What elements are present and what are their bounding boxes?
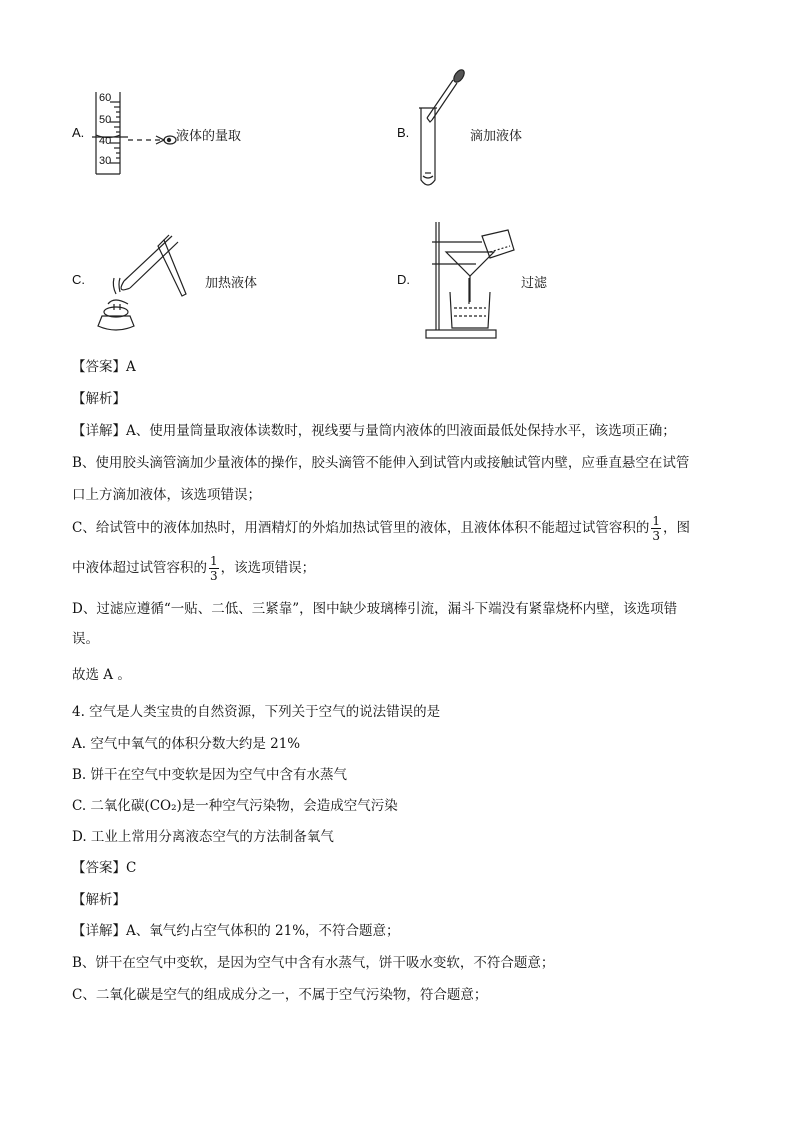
fraction-one-third [651, 514, 661, 543]
caption-a: 液体的量取 [176, 129, 242, 144]
caption-b: 滴加液体 [470, 129, 523, 144]
q4-analysis-heading: 【解析】 [72, 892, 126, 908]
q4-option-b: B. 饼干在空气中变软是因为空气中含有水蒸气 [72, 767, 348, 783]
heating-test-tube-figure [94, 226, 194, 336]
q4-detail-b: B、饼干在空气中变软，是因为空气中含有水蒸气，饼干吸水变软，不符合题意； [72, 955, 555, 971]
fraction-denominator: 3 [652, 529, 660, 543]
q4-option-c: C. 二氧化碳(CO₂)是一种空气污染物，会造成空气污染 [72, 798, 398, 814]
option-a-letter: A. [72, 125, 85, 140]
q3-answer: 【答案】A [72, 359, 136, 375]
option-b-letter: B. [397, 125, 410, 140]
q3-detail-c-text1-end: ，图 [662, 520, 690, 536]
tick-60: 60 [99, 92, 112, 104]
q4-detail-a: 【详解】A、氧气约占空气体积的 21%，不符合题意； [72, 923, 400, 939]
q3-detail-d-line2: 误。 [72, 631, 99, 647]
option-d-letter: D. [397, 272, 410, 287]
q3-detail-b-line1: B、使用胶头滴管滴加少量液体的操作，胶头滴管不能伸入到试管内或接触试管内壁，应垂直悬空在试管 [72, 455, 690, 471]
q3-detail-a: 【详解】A、使用量筒量取液体读数时，视线要与量筒内液体的凹液面最低处保持水平，该选项正确； [72, 423, 676, 439]
filtration-figure [424, 222, 524, 340]
q3-detail-c-text1: C、给试管中的液体加热时，用酒精灯的外焰加热试管里的液体，且液体体积不能超过试管容积的 [72, 520, 650, 536]
q3-detail-b-line2: 口上方滴加液体，该选项错误； [72, 487, 261, 503]
q3-detail-c-text2: 中液体超过试管容积的 [72, 560, 207, 576]
q4-answer: 【答案】C [72, 860, 137, 876]
q3-analysis-heading: 【解析】 [72, 391, 126, 407]
tick-40: 40 [99, 135, 112, 147]
fraction-numerator: 1 [652, 514, 660, 528]
tick-30: 30 [99, 155, 112, 167]
caption-d: 过滤 [521, 276, 548, 291]
q3-detail-d-line1: D、过滤应遵循“一贴、二低、三紧靠”，图中缺少玻璃棒引流，漏斗下端没有紧靠烧杯内壁，该选项错 [72, 601, 678, 617]
q4-option-d: D. 工业上常用分离液态空气的方法制备氧气 [72, 829, 334, 845]
q3-choose: 故选 A 。 [72, 667, 131, 683]
fraction-numerator-2: 1 [210, 554, 218, 568]
q4-detail-c: C、二氧化碳是空气的组成成分之一，不属于空气污染物，符合题意； [72, 987, 488, 1003]
q4-question: 4. 空气是人类宝贵的自然资源，下列关于空气的说法错误的是 [72, 704, 441, 720]
fraction-denominator-2: 3 [210, 569, 218, 583]
q3-detail-c-line2 [72, 554, 315, 583]
q3-detail-c-line1 [72, 514, 690, 543]
q4-option-a: A. 空气中氧气的体积分数大约是 21% [72, 736, 301, 752]
caption-c: 加热液体 [205, 276, 258, 291]
tick-50: 50 [99, 114, 112, 126]
dropper-test-tube-figure [415, 68, 475, 193]
q3-detail-c-text2-end: ，该选项错误； [220, 560, 316, 576]
option-c-letter: C. [72, 272, 85, 287]
fraction-one-third-2 [209, 554, 219, 583]
